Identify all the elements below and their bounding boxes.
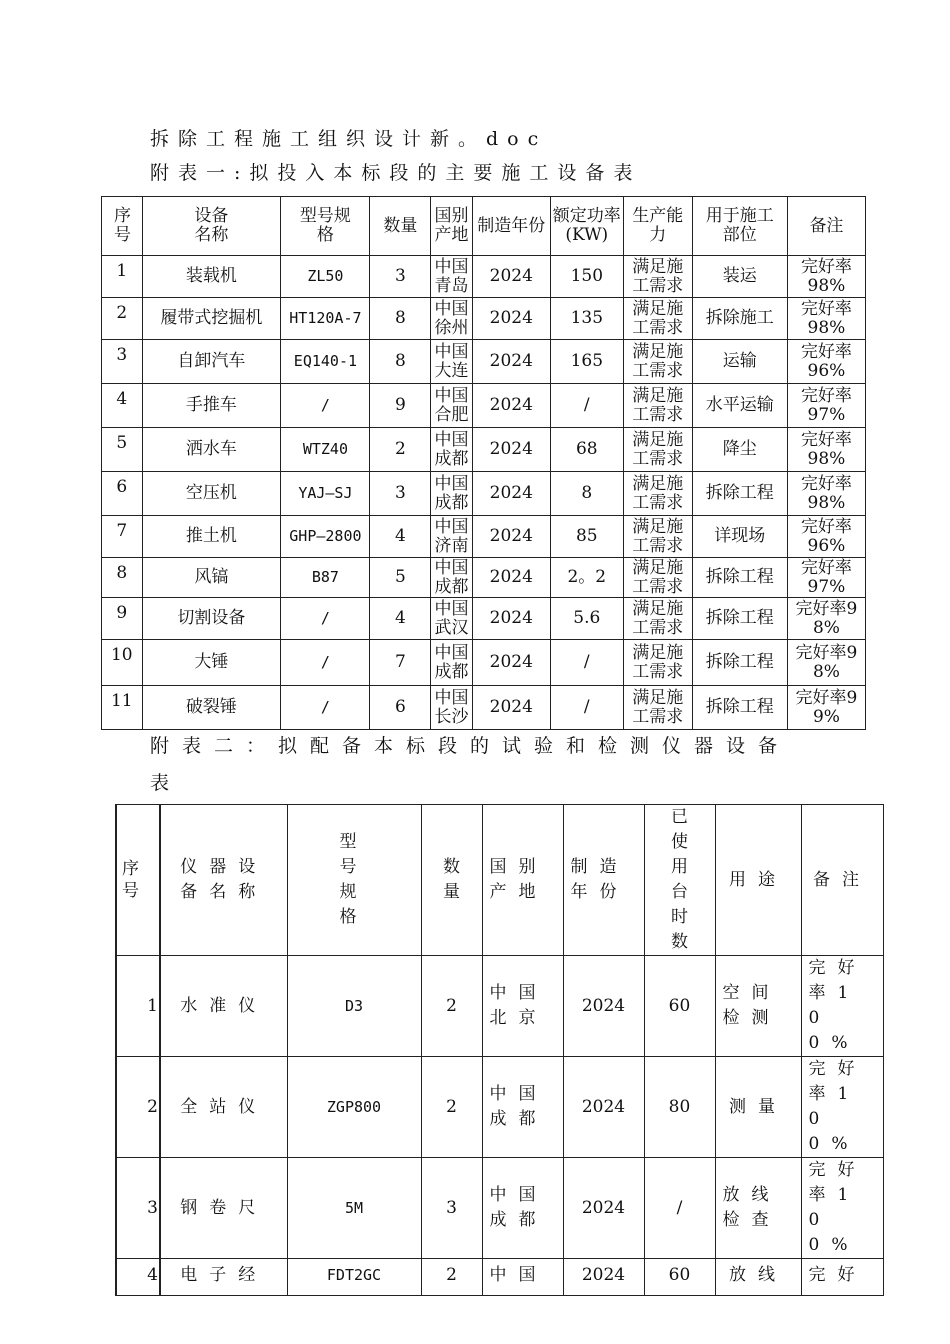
table-row — [102, 558, 866, 598]
instrument-name-cell: 全站仪 — [160, 1057, 287, 1158]
model-cell: 5M — [287, 1158, 421, 1259]
quantity-cell: 9 — [370, 384, 431, 428]
equipment-name-cell: 推土机 — [142, 516, 281, 558]
model-cell: / — [281, 384, 370, 428]
quantity-cell: 8 — [370, 340, 431, 384]
origin-cell: 中国济南 — [431, 516, 473, 558]
document-title: 拆除工程施工组织设计新。doc — [150, 128, 548, 150]
instrument-table — [115, 804, 884, 1296]
seq-cell: 5 — [102, 428, 143, 472]
table2-header-cell: 序号 — [116, 805, 160, 956]
equipment-name-cell: 破裂锤 — [142, 686, 281, 730]
power-cell: 5.6 — [550, 598, 623, 640]
model-cell: / — [281, 640, 370, 686]
seq-cell: 2 — [102, 298, 143, 340]
origin-cell: 中国徐州 — [431, 298, 473, 340]
seq-cell: 4 — [116, 1259, 160, 1296]
seq-cell: 1 — [116, 956, 160, 1057]
seq-cell: 8 — [102, 558, 143, 598]
table2-header-cell: 备注 — [801, 805, 883, 956]
purpose-cell: 空间检测 — [715, 956, 801, 1057]
year-cell: 2024 — [472, 384, 550, 428]
power-cell: 165 — [550, 340, 623, 384]
equipment-name-cell: 洒水车 — [142, 428, 281, 472]
usage-cell: 拆除工程 — [692, 558, 787, 598]
capacity-cell: 满足施工需求 — [623, 384, 692, 428]
seq-cell: 11 — [102, 686, 143, 730]
instrument-name-cell: 电子经 — [160, 1259, 287, 1296]
table2-header-row — [116, 805, 883, 956]
equipment-name-cell: 大锤 — [142, 640, 281, 686]
quantity-cell: 3 — [421, 1158, 482, 1259]
table1-header-row — [102, 197, 866, 256]
seq-cell: 3 — [102, 340, 143, 384]
hours-cell: 60 — [644, 1259, 715, 1296]
quantity-cell: 4 — [370, 516, 431, 558]
table2-header-cell: 仪器设备名称 — [160, 805, 287, 956]
instrument-name-cell: 水准仪 — [160, 956, 287, 1057]
equipment-name-cell: 手推车 — [142, 384, 281, 428]
capacity-cell: 满足施工需求 — [623, 340, 692, 384]
origin-cell: 中国 — [482, 1259, 563, 1296]
table1-header-cell: 数量 — [370, 197, 431, 256]
table-row — [102, 384, 866, 428]
table1-header-cell: 备注 — [787, 197, 865, 256]
table2-title-continued: 表 — [150, 772, 179, 794]
usage-cell: 拆除工程 — [692, 472, 787, 516]
capacity-cell: 满足施工需求 — [623, 558, 692, 598]
usage-cell: 拆除工程 — [692, 640, 787, 686]
quantity-cell: 5 — [370, 558, 431, 598]
seq-cell: 2 — [116, 1057, 160, 1158]
quantity-cell: 2 — [421, 1259, 482, 1296]
remark-cell: 完好率100% — [801, 1158, 883, 1259]
seq-cell: 7 — [102, 516, 143, 558]
remark-cell: 完好率100% — [801, 956, 883, 1057]
table2-title: 附表二：拟配备本标段的试验和检测仪器设备 — [150, 735, 791, 757]
purpose-cell: 放线 — [715, 1259, 801, 1296]
remark-cell: 完好率96% — [787, 516, 865, 558]
table1-header-cell: 生产能力 — [623, 197, 692, 256]
quantity-cell: 7 — [370, 640, 431, 686]
model-cell: FDT2GC — [287, 1259, 421, 1296]
model-cell: EQ140-1 — [281, 340, 370, 384]
origin-cell: 中国青岛 — [431, 256, 473, 298]
year-cell: 2024 — [472, 340, 550, 384]
power-cell: 68 — [550, 428, 623, 472]
capacity-cell: 满足施工需求 — [623, 516, 692, 558]
origin-cell: 中国成都 — [431, 558, 473, 598]
seq-cell: 4 — [102, 384, 143, 428]
capacity-cell: 满足施工需求 — [623, 472, 692, 516]
equipment-table — [101, 196, 866, 730]
year-cell: 2024 — [563, 956, 644, 1057]
table-row — [116, 1158, 883, 1259]
capacity-cell: 满足施工需求 — [623, 640, 692, 686]
hours-cell: / — [644, 1158, 715, 1259]
table-row — [116, 1057, 883, 1158]
seq-cell: 9 — [102, 598, 143, 640]
year-cell: 2024 — [472, 256, 550, 298]
origin-cell: 中国北京 — [482, 956, 563, 1057]
table1-header-cell: 设备名称 — [142, 197, 281, 256]
year-cell: 2024 — [472, 472, 550, 516]
remark-cell: 完好率98% — [787, 598, 865, 640]
table1-header-cell: 额定功率(KW) — [550, 197, 623, 256]
power-cell: 8 — [550, 472, 623, 516]
equipment-name-cell: 自卸汽车 — [142, 340, 281, 384]
origin-cell: 中国成都 — [482, 1057, 563, 1158]
usage-cell: 详现场 — [692, 516, 787, 558]
usage-cell: 拆除工程 — [692, 686, 787, 730]
remark-cell: 完好率97% — [787, 558, 865, 598]
table2-header-cell: 制造年份 — [563, 805, 644, 956]
seq-cell: 1 — [102, 256, 143, 298]
quantity-cell: 6 — [370, 686, 431, 730]
remark-cell: 完好率96% — [787, 340, 865, 384]
year-cell: 2024 — [472, 598, 550, 640]
origin-cell: 中国成都 — [431, 472, 473, 516]
model-cell: YAJ—SJ — [281, 472, 370, 516]
year-cell: 2024 — [472, 298, 550, 340]
model-cell: ZGP800 — [287, 1057, 421, 1158]
quantity-cell: 2 — [421, 1057, 482, 1158]
year-cell: 2024 — [563, 1057, 644, 1158]
remark-cell: 完好率99% — [787, 686, 865, 730]
remark-cell: 完好率97% — [787, 384, 865, 428]
equipment-name-cell: 空压机 — [142, 472, 281, 516]
capacity-cell: 满足施工需求 — [623, 298, 692, 340]
year-cell: 2024 — [563, 1158, 644, 1259]
capacity-cell: 满足施工需求 — [623, 256, 692, 298]
power-cell: / — [550, 640, 623, 686]
year-cell: 2024 — [472, 640, 550, 686]
remark-cell: 完好率98% — [787, 256, 865, 298]
capacity-cell: 满足施工需求 — [623, 686, 692, 730]
usage-cell: 运输 — [692, 340, 787, 384]
model-cell: GHP—2800 — [281, 516, 370, 558]
year-cell: 2024 — [472, 428, 550, 472]
power-cell: 135 — [550, 298, 623, 340]
model-cell: B87 — [281, 558, 370, 598]
capacity-cell: 满足施工需求 — [623, 598, 692, 640]
model-cell: HT120A-7 — [281, 298, 370, 340]
model-cell: ZL50 — [281, 256, 370, 298]
table-row — [102, 686, 866, 730]
quantity-cell: 3 — [370, 472, 431, 516]
remark-cell: 完好率98% — [787, 428, 865, 472]
seq-cell: 10 — [102, 640, 143, 686]
model-cell: D3 — [287, 956, 421, 1057]
table1-header-cell: 型号规格 — [281, 197, 370, 256]
quantity-cell: 3 — [370, 256, 431, 298]
table-row — [102, 256, 866, 298]
year-cell: 2024 — [563, 1259, 644, 1296]
quantity-cell: 2 — [370, 428, 431, 472]
year-cell: 2024 — [472, 558, 550, 598]
instrument-name-cell: 钢卷尺 — [160, 1158, 287, 1259]
origin-cell: 中国武汉 — [431, 598, 473, 640]
remark-cell: 完好率98% — [787, 640, 865, 686]
remark-cell: 完好率98% — [787, 472, 865, 516]
seq-cell: 6 — [102, 472, 143, 516]
origin-cell: 中国大连 — [431, 340, 473, 384]
year-cell: 2024 — [472, 686, 550, 730]
remark-cell: 完好率100% — [801, 1057, 883, 1158]
origin-cell: 中国成都 — [431, 428, 473, 472]
table-row — [102, 640, 866, 686]
model-cell: WTZ40 — [281, 428, 370, 472]
table-row — [116, 1259, 883, 1296]
table1-header-cell: 序号 — [102, 197, 143, 256]
power-cell: 2。2 — [550, 558, 623, 598]
table2-header-cell: 数量 — [421, 805, 482, 956]
power-cell: / — [550, 686, 623, 730]
seq-cell: 3 — [116, 1158, 160, 1259]
model-cell: / — [281, 598, 370, 640]
usage-cell: 拆除工程 — [692, 598, 787, 640]
table2-header-cell: 国别产地 — [482, 805, 563, 956]
table-row — [102, 472, 866, 516]
capacity-cell: 满足施工需求 — [623, 428, 692, 472]
table1-header-cell: 国别产地 — [431, 197, 473, 256]
usage-cell: 水平运输 — [692, 384, 787, 428]
table-row — [116, 956, 883, 1057]
purpose-cell: 测量 — [715, 1057, 801, 1158]
power-cell: 150 — [550, 256, 623, 298]
quantity-cell: 2 — [421, 956, 482, 1057]
quantity-cell: 8 — [370, 298, 431, 340]
table-row — [102, 428, 866, 472]
model-cell: / — [281, 686, 370, 730]
year-cell: 2024 — [472, 516, 550, 558]
hours-cell: 80 — [644, 1057, 715, 1158]
usage-cell: 装运 — [692, 256, 787, 298]
table2-header-cell: 型号规格 — [287, 805, 421, 956]
table-row — [102, 340, 866, 384]
origin-cell: 中国成都 — [431, 640, 473, 686]
remark-cell: 完好率98% — [787, 298, 865, 340]
equipment-name-cell: 风镐 — [142, 558, 281, 598]
table-row — [102, 598, 866, 640]
quantity-cell: 4 — [370, 598, 431, 640]
hours-cell: 60 — [644, 956, 715, 1057]
power-cell: 85 — [550, 516, 623, 558]
origin-cell: 中国长沙 — [431, 686, 473, 730]
power-cell: / — [550, 384, 623, 428]
table1-header-cell: 用于施工部位 — [692, 197, 787, 256]
origin-cell: 中国合肥 — [431, 384, 473, 428]
table2-header-cell: 用途 — [715, 805, 801, 956]
table2-header-cell: 已使用台时数 — [644, 805, 715, 956]
table-row — [102, 516, 866, 558]
usage-cell: 拆除施工 — [692, 298, 787, 340]
table1-title: 附表一:拟投入本标段的主要施工设备表 — [150, 162, 642, 184]
table-row — [102, 298, 866, 340]
table1-header-cell: 制造年份 — [472, 197, 550, 256]
remark-cell: 完好 — [801, 1259, 883, 1296]
equipment-name-cell: 切割设备 — [142, 598, 281, 640]
usage-cell: 降尘 — [692, 428, 787, 472]
purpose-cell: 放线检查 — [715, 1158, 801, 1259]
equipment-name-cell: 履带式挖掘机 — [142, 298, 281, 340]
equipment-name-cell: 装载机 — [142, 256, 281, 298]
origin-cell: 中国成都 — [482, 1158, 563, 1259]
